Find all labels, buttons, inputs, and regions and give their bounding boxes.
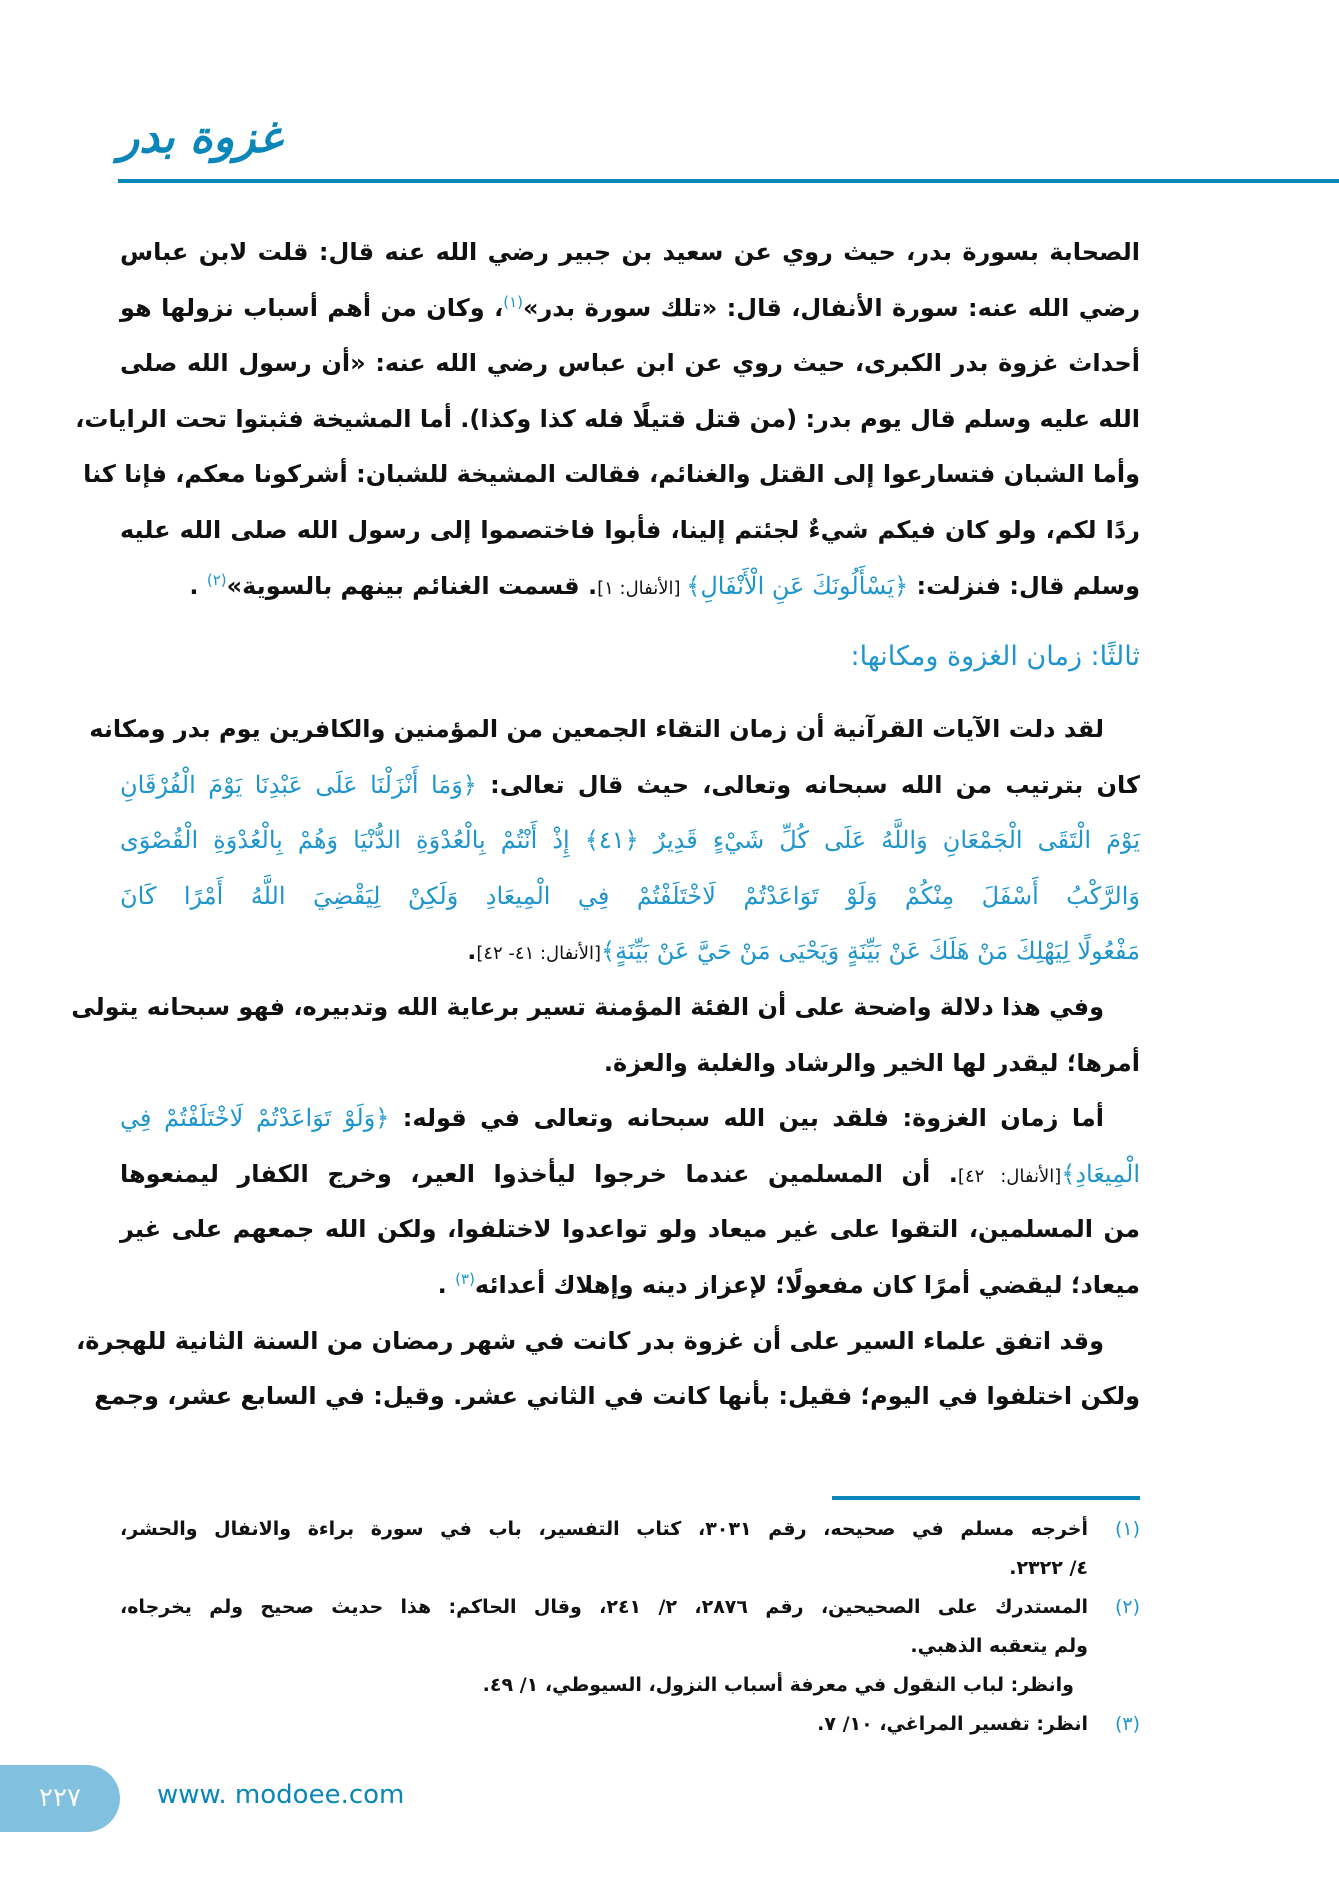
text-run: فلقد بين الله سبحانه وتعالى في قوله: (389, 1104, 903, 1133)
paragraph-2 (71, 702, 1141, 1425)
footnote-number: (٢) (1114, 1596, 1140, 1618)
text-line (120, 1036, 1140, 1092)
footnote (120, 1588, 1140, 1666)
text-run: . (189, 571, 207, 600)
quran-verse: مَفْعُولًا لِيَهْلِكَ مَنْ هَلَكَ عَنْ بَيِّنَةٍ وَيَحْيَى مَنْ حَيَّ عَنْ بَيِّنَةٍ﴾ (601, 937, 1140, 966)
text-line (76, 1314, 1140, 1370)
text-run: أمرها؛ ليقدر لها الخير والرشاد والغلبة والعزة. (603, 1048, 1140, 1077)
quran-verse: ﴿وَلَوْ تَوَاعَدْتُمْ لَاخْتَلَفْتُمْ فِي (120, 1104, 390, 1133)
text-run: ميعاد؛ ليقضي أمرًا كان مفعولًا؛ لإعزاز دينه وإهلاك أعدائه (474, 1270, 1140, 1299)
text-line (120, 813, 1140, 869)
text-line (120, 281, 1140, 337)
quran-verse: ﴿وَمَا أَنْزَلْنَا عَلَى عَبْدِنَا يَوْمَ الْفُرْقَانِ (120, 770, 477, 799)
text-line (120, 1147, 1140, 1203)
text-line (94, 1369, 1140, 1425)
verse-citation: [الأنفال: ٤١- ٤٢] (476, 943, 602, 965)
text-line (120, 1258, 1140, 1314)
running-header-title: غزوة بدر (118, 112, 282, 163)
text-line (120, 503, 1140, 559)
text-line (75, 392, 1140, 448)
footnote (120, 1705, 1140, 1744)
text-line (71, 980, 1140, 1036)
footnote-number: (١) (1114, 1518, 1140, 1540)
text-run: لقد دلت الآيات القرآنية أن زمان التقاء الجمعين من المؤمنين والكافرين يوم بدر ومكانه (89, 715, 1104, 743)
quran-verse: ﴿يَسْأَلُونَكَ عَنِ الْأَنْفَالِ﴾ (686, 571, 909, 600)
text-line (120, 225, 1140, 281)
text-run: وفي هذا دلالة واضحة على أن الفئة المؤمنة تسير برعاية الله وتدبيره، فهو سبحانه يتولى (71, 992, 1104, 1021)
quran-verse: الْمِيعَادِ﴾ (1061, 1159, 1140, 1188)
website-link[interactable]: www. modoee.com (157, 1780, 405, 1810)
footnote-text: ٤/ ٢٣٢٢. (1009, 1557, 1088, 1579)
footnote-number: (٣) (1114, 1713, 1140, 1735)
footnote-text: انظر: تفسير المراغي، ١٠/ ٧. (817, 1713, 1088, 1735)
quran-verse: يَوْمَ الْتَقَى الْجَمْعَانِ وَاللَّهُ عَلَى كُلِّ شَيْءٍ قَدِيرٌ ﴿٤١﴾ إِذْ أَنْتُمْ بِالْعُدْوَةِ الدُّنْيَا وَهُمْ بِالْعُدْوَةِ الْقُصْوَى (120, 826, 1141, 855)
bold-lead: أما زمان الغزوة: (902, 1104, 1105, 1133)
text-run: الله عليه وسلم قال يوم بدر: (من قتل قتيلًا فله كذا وكذا). أما المشيخة فثبتوا تحت الرايات، (75, 404, 1140, 433)
footnote-text: أخرجه مسلم في صحيحه، رقم ٣٠٣١، كتاب التفسير، باب في سورة براءة والانفال والحشر، (120, 1518, 1088, 1540)
footnote-ref[interactable]: (٣) (455, 1269, 475, 1288)
footnote-number (1088, 1666, 1140, 1705)
text-line (83, 447, 1140, 503)
header-rule (118, 179, 1339, 183)
page-number: ٢٢٧ (0, 1765, 120, 1832)
footnote (120, 1666, 1140, 1705)
text-line (120, 758, 1140, 814)
text-line (89, 702, 1140, 758)
text-run: . أن المسلمين عندما خرجوا ليأخذوا العير، وخرج الكفار ليمنعوها (120, 1159, 958, 1188)
footnote-rule (832, 1496, 1140, 1500)
text-run: كان بترتيب من الله سبحانه وتعالى، حيث قال تعالى: (476, 770, 1140, 799)
text-line (120, 559, 1140, 615)
quran-verse: وَالرَّكْبُ أَسْفَلَ مِنْكُمْ وَلَوْ تَوَاعَدْتُمْ لَاخْتَلَفْتُمْ فِي الْمِيعَادِ وَلَكِنْ لِيَقْضِيَ اللَّهُ أَمْرًا كَانَ (120, 881, 1140, 910)
verse-citation: [الأنفال: ١] (597, 577, 687, 599)
footnote (120, 1510, 1140, 1588)
footnote-ref[interactable]: (٢) (206, 570, 227, 589)
text-run: وأما الشبان فتسارعوا إلى القتل والغنائم، فقالت المشيخة للشبان: أشركونا معكم، فإنا كنا (83, 460, 1140, 489)
text-run: من المسلمين، التقوا على غير ميعاد ولو تواعدوا لاختلفوا، ولكن الله جمعهم على غير (120, 1215, 1140, 1244)
footnote-text: المستدرك على الصحيحين، رقم ٢٨٧٦، ٢/ ٢٤١، وقال الحاكم: هذا حديث صحيح ولم يخرجاه، (120, 1596, 1088, 1618)
text-run: ردًا لكم، ولو كان فيكم شيءٌ لجئتم إلينا، فأبوا فاختصموا إلى رسول الله صلى الله عليه (120, 515, 1140, 544)
text-line (120, 1091, 1140, 1147)
text-run: وسلم قال: فنزلت: (908, 571, 1140, 600)
footnote-text: ولم يتعقبه الذهبي. (910, 1635, 1088, 1657)
text-line (120, 869, 1140, 925)
paragraph-1 (75, 225, 1141, 614)
text-run: . قسمت الغنائم بينهم بالسوية» (226, 571, 598, 600)
verse-citation: [الأنفال: ٤٢] (957, 1165, 1062, 1187)
section-heading: ثالثًا: زمان الغزوة ومكانها: (850, 641, 1140, 672)
text-run: ، وكان من أهم أسباب نزولها هو (120, 293, 504, 322)
text-line (120, 1202, 1140, 1258)
text-line (120, 336, 1140, 392)
text-run: الصحابة بسورة بدر، حيث روي عن سعيد بن جبير رضي الله عنه قال: قلت لابن عباس (120, 238, 1140, 266)
text-run: . (437, 1270, 456, 1299)
text-run: . (467, 937, 477, 966)
text-run: رضي الله عنه: سورة الأنفال، قال: «تلك سورة بدر» (522, 293, 1141, 322)
footnotes (120, 1510, 1140, 1744)
text-run: ولكن اختلفوا في اليوم؛ فقيل: بأنها كانت في الثاني عشر. وقيل: في السابع عشر، وجمع (94, 1382, 1140, 1411)
footnote-text: وانظر: لباب النقول في معرفة أسباب النزول، السيوطي، ١/ ٤٩. (482, 1674, 1074, 1696)
footnote-ref[interactable]: (١) (503, 292, 523, 311)
text-line (120, 924, 1140, 980)
text-run: وقد اتفق علماء السير على أن غزوة بدر كانت في شهر رمضان من السنة الثانية للهجرة، (76, 1326, 1104, 1355)
text-run: أحداث غزوة بدر الكبرى، حيث روي عن ابن عباس رضي الله عنه: «أن رسول الله صلى (120, 349, 1140, 378)
